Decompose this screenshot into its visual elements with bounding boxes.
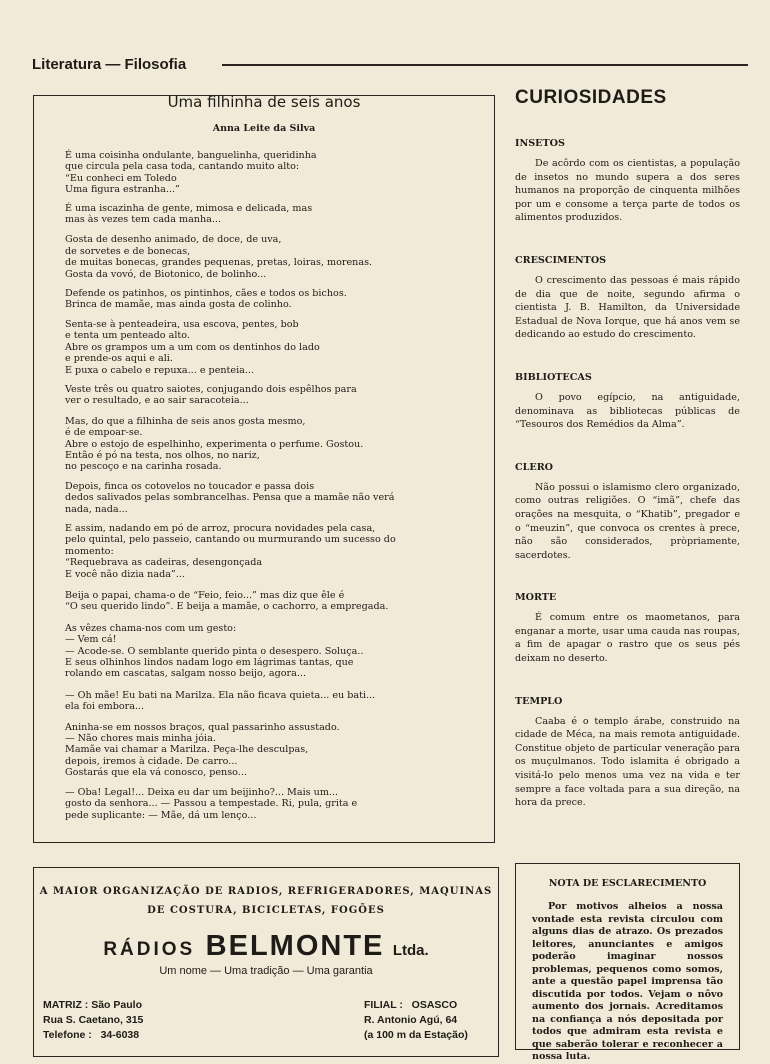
matriz-street: Rua S. Caetano, 315 <box>43 1014 144 1026</box>
phone-number: 34-6038 <box>100 1029 140 1041</box>
curiosidade-text: É comum entre os maometanos, para enganar a morte, usar uma cauda nas roupas, a fim de apagar o rastro que os seus pés deixam no deserto. <box>515 612 740 665</box>
poem-box <box>33 95 495 843</box>
poem-stanza: Veste três ou quatro saiotes, conjugando dois espêlhos para ver o resultado, e ao sair saracoteia... <box>65 383 357 407</box>
curiosidade-item <box>515 696 740 810</box>
note-text: Por motivos alheios a nossa vontade esta revista circulou com alguns dias de atrazo. Os prezados leitores, anunciantes e amigos poderão imaginar nossos problemas, pequenos como somos, ante a questão papel imprensa tão discutida por todos. Vejam o nôvo aumento dos jornais. Acreditamos na confiança a nós depositada por todos que admiram esta revista e que saberão tolerar e reconhecer a nossa luta. <box>532 901 723 1062</box>
matriz-address <box>43 998 143 1043</box>
brand-logo <box>34 930 498 963</box>
curiosidade-heading: CRESCIMENTOS <box>515 254 607 266</box>
curiosidade-item <box>515 255 740 342</box>
curiosidade-heading: BIBLIOTECAS <box>515 371 592 383</box>
brand-suffix: Ltda. <box>392 942 429 959</box>
curiosidade-text: De acôrdo com os cientistas, a população de insetos no mundo supera a dos seres humanos na proporção de cinquenta milhões por um e consome a terça parte de todos os alimentos produzidos. <box>515 158 740 224</box>
poem-title: Uma filhinha de seis anos <box>167 93 361 111</box>
header-rule <box>222 64 748 66</box>
curiosidade-item <box>515 138 740 225</box>
curiosidades-title: CURIOSIDADES <box>515 87 667 108</box>
curiosidade-heading: TEMPLO <box>515 695 563 707</box>
poem-stanza: É uma iscazinha de gente, mimosa e delicada, mas mas às vezes tem cada manha... <box>65 202 313 226</box>
matriz-label: MATRIZ : <box>43 999 89 1011</box>
matriz-city: São Paulo <box>91 999 142 1011</box>
ad-line-1: A MAIOR ORGANIZAÇÃO DE RADIOS, REFRIGERADORES, MAQUINAS <box>39 886 493 897</box>
section-title: Literatura — Filosofia <box>32 56 187 73</box>
curiosidades-list <box>515 138 740 810</box>
curiosidade-item <box>515 462 740 563</box>
poem-stanza: As vêzes chama-nos com um gesto: — Vem cá! — Acode-se. O semblante querido pinta o desespero. Soluça.. E seus olhinhos lindos nadam logo em lágrimas tantas, que rolando em cascatas, salgam nosso beijo, agora... <box>65 622 364 680</box>
poem-stanza: Depois, finca os cotovelos no toucador e passa dois dedos salivados pelas sombrancelhas. Pensa que a mamãe não verá nada, nada... <box>65 480 395 515</box>
poem-stanza: Beija o papai, chama-o de “Feio, feio...” mas diz que êle é “O seu querido lindo”. E beija a mamãe, o cachorro, a empregada. <box>65 590 389 613</box>
poem-stanza: — Oh mãe! Eu bati na Marilza. Ela não ficava quieta... eu bati... ela foi embora... <box>65 689 376 713</box>
filial-city: OSASCO <box>411 999 458 1011</box>
filial-note: (a 100 m da Estação) <box>364 1029 468 1041</box>
ad-box <box>33 867 499 1057</box>
brand-pre: RÁDIOS <box>103 939 196 960</box>
curiosidade-item <box>515 592 740 665</box>
curiosidade-text: Caaba é o templo árabe, construido na cidade de Méca, na mais remota antiguidade. Constitue objeto de particular veneração para os muçulmanos. Todo islamita é obrigado a visitá-lo pelo menos uma vez na vida e ter sempre a face voltada para a sua direção, na hora da prece. <box>515 715 740 809</box>
poem-stanza: — Oba! Legal!... Deixa eu dar um beijinho?... Mais um... gosto da senhora... — Passou a tempestade. Ri, pula, grita e pede suplicante: — Mãe, dá um lenço... <box>65 786 358 821</box>
curiosidade-text: Não possui o islamismo clero organizado, como outras religiões. O “imã”, chefe das orações na mesquita, o “Khatib”, pregador e o “meuzin”, que convoca os crentes à prece, não são considerados, pròpriamente, sacerdotes. <box>515 481 740 561</box>
curiosidade-text: O crescimento das pessoas é mais rápido de dia que de noite, segundo afirma o cientista J. B. Hamilton, da Universidade Estadual de Nova Iorque, que há anos vem se dedicando ao estudo do crescimento. <box>515 274 740 341</box>
ad-slogan: Um nome — Uma tradição — Uma garantia <box>159 965 373 977</box>
poem-stanza: Mas, do que a filhinha de seis anos gosta mesmo, é de empoar-se. Abre o estojo de espelhinho, experimenta o perfume. Gostou. Então é pó na testa, nos olhos, no nariz, no pescoço e na carinha rosada. <box>65 415 364 473</box>
note-title: NOTA DE ESCLARECIMENTO <box>548 878 707 889</box>
poem-stanza: Gosta de desenho animado, de doce, de uva, de sorvetes e de bonecas, de muitas bonecas, grandes pequenas, pretas, loiras, morenas. Gosta da vovó, de Biotonico, de bolinho... <box>65 234 373 280</box>
poem-stanza: Aninha-se em nossos braços, qual passarinho assustado. — Não chores mais minha jóia. Mamãe vai chamar a Marilza. Peça-lhe desculpas, depois, iremos à cidade. De carro... Gostarás que ela vá conosco, penso... <box>65 721 340 779</box>
filial-street: R. Antonio Agú, 64 <box>364 1014 458 1026</box>
curiosidade-heading: MORTE <box>515 592 557 604</box>
poem-stanza: Defende os patinhos, os pintinhos, cães e todos os bichos. Brinca de mamãe, mas ainda gosta de colinho. <box>65 288 347 311</box>
poem-body <box>65 150 485 821</box>
poem-stanza: E assim, nadando em pó de arroz, procura novidades pela casa, pelo quintal, pelo passeio, cantando ou murmurando um sucesso do momento: “Requebrava as cadeiras, desengonçada E você não dizia nada”... <box>65 522 396 580</box>
brand-name: BELMONTE <box>205 930 385 962</box>
poem-stanza: Senta-se à penteadeira, usa escova, pentes, bob e tenta um penteado alto. Abre os grampos um a um com os dentinhos do lado e prende-os aqui e ali. E puxa o cabelo e repuxa... e penteia... <box>65 318 320 376</box>
curiosidade-heading: INSETOS <box>515 138 565 149</box>
phone-label: Telefone : <box>43 1029 92 1041</box>
filial-address <box>364 998 468 1043</box>
curiosidade-item <box>515 372 740 432</box>
curiosidade-text: O povo egípcio, na antiguidade, denominava as bibliotecas públicas de “Tesouros dos Remédios da Alma”. <box>515 391 740 431</box>
note-box <box>515 863 740 1062</box>
curiosidade-heading: CLERO <box>515 461 554 473</box>
poem-author: Anna Leite da Silva <box>212 123 316 134</box>
ad-line-2: DE COSTURA, BICICLETAS, FOGÕES <box>147 905 385 916</box>
filial-label: FILIAL : <box>364 999 403 1011</box>
poem-stanza: É uma coisinha ondulante, banguelinha, queridinha que circula pela casa toda, cantando muito alto: “Eu conheci em Toledo Uma figura estranha...” <box>65 150 317 196</box>
